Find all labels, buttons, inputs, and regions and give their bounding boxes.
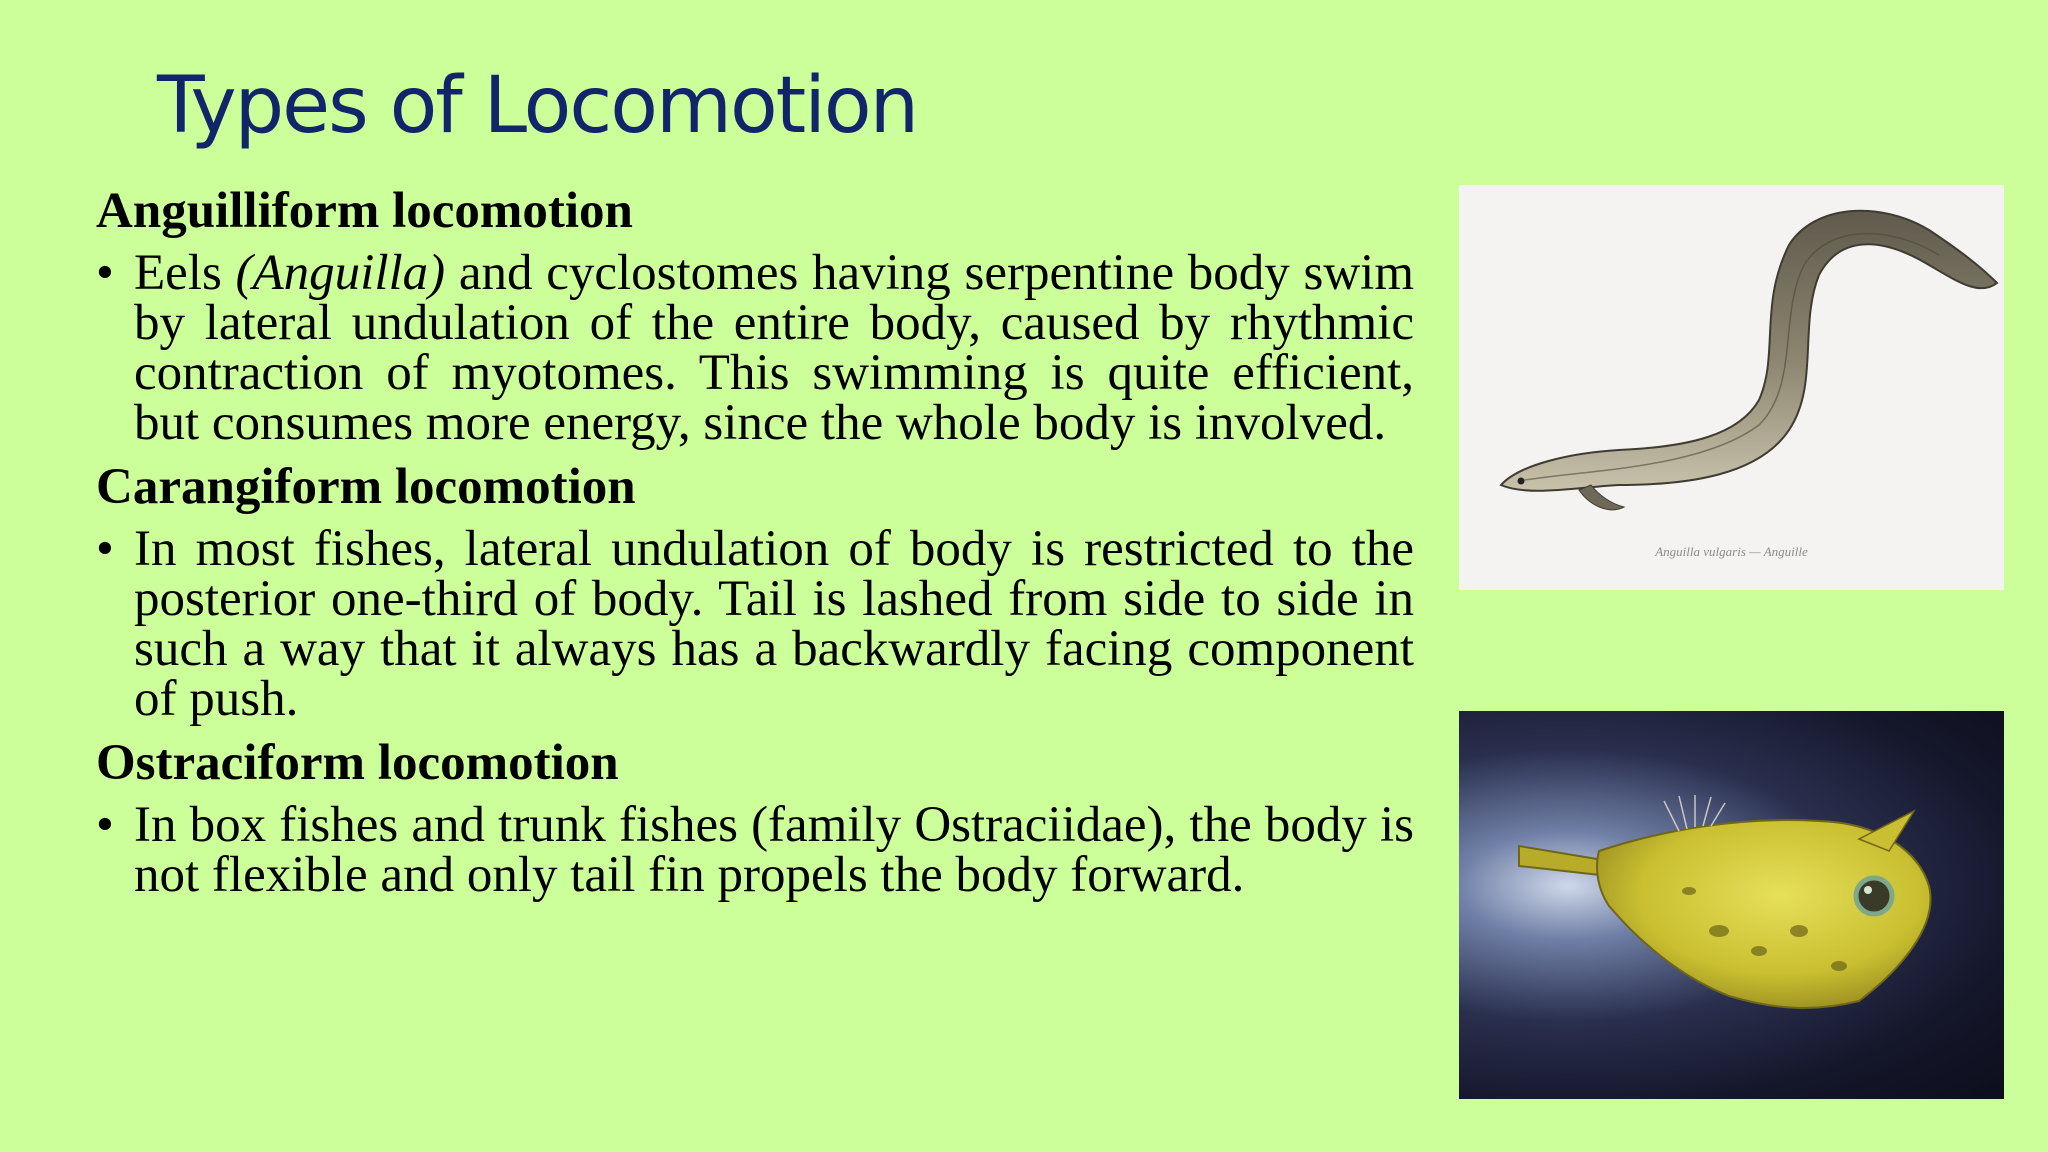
boxfish-eye-highlight — [1864, 886, 1872, 894]
eel-pectoral-fin — [1579, 485, 1624, 510]
boxfish-illustration — [1459, 711, 2004, 1099]
boxfish-horn — [1519, 846, 1609, 876]
anguilliform-text-rest: and cyclostomes having serpentine body swim by lateral undulation of the entire body, caused by rhythmic contraction of myotomes. This swimming is quite efficient, but consumes more energy, since the whole body is involved. — [134, 245, 1414, 451]
eel-illustration — [1459, 185, 2004, 590]
ostraciform-heading: Ostraciform locomotion — [96, 735, 619, 791]
carangiform-bullet: • In most fishes, lateral undulation of body is restricted to the posterior one-third of body. Tail is lashed from side to side in such a way that it always has a backwardly facing component of push. — [96, 524, 1414, 724]
eel-image — [1459, 185, 2004, 590]
ostraciform-bullet: • In box fishes and trunk fishes (family Ostraciidae), the body is not flexible and only tail fin propels the body forward. — [96, 800, 1414, 900]
slide-title: Types of Locomotion — [157, 61, 918, 151]
anguilliform-text-start: Eels — [134, 245, 236, 301]
carangiform-heading: Carangiform locomotion — [96, 459, 636, 515]
anguilliform-heading: Anguilliform locomotion — [96, 183, 633, 239]
boxfish-image — [1459, 711, 2004, 1099]
anguilla-genus: (Anguilla) — [235, 245, 446, 301]
anguilliform-bullet — [96, 245, 1414, 451]
eel-eye — [1518, 478, 1525, 485]
boxfish-eye — [1856, 878, 1892, 914]
slide-body — [96, 180, 1414, 908]
eel-caption: Anguilla vulgaris — Anguille — [1655, 544, 1808, 559]
eel-body — [1501, 211, 1997, 491]
